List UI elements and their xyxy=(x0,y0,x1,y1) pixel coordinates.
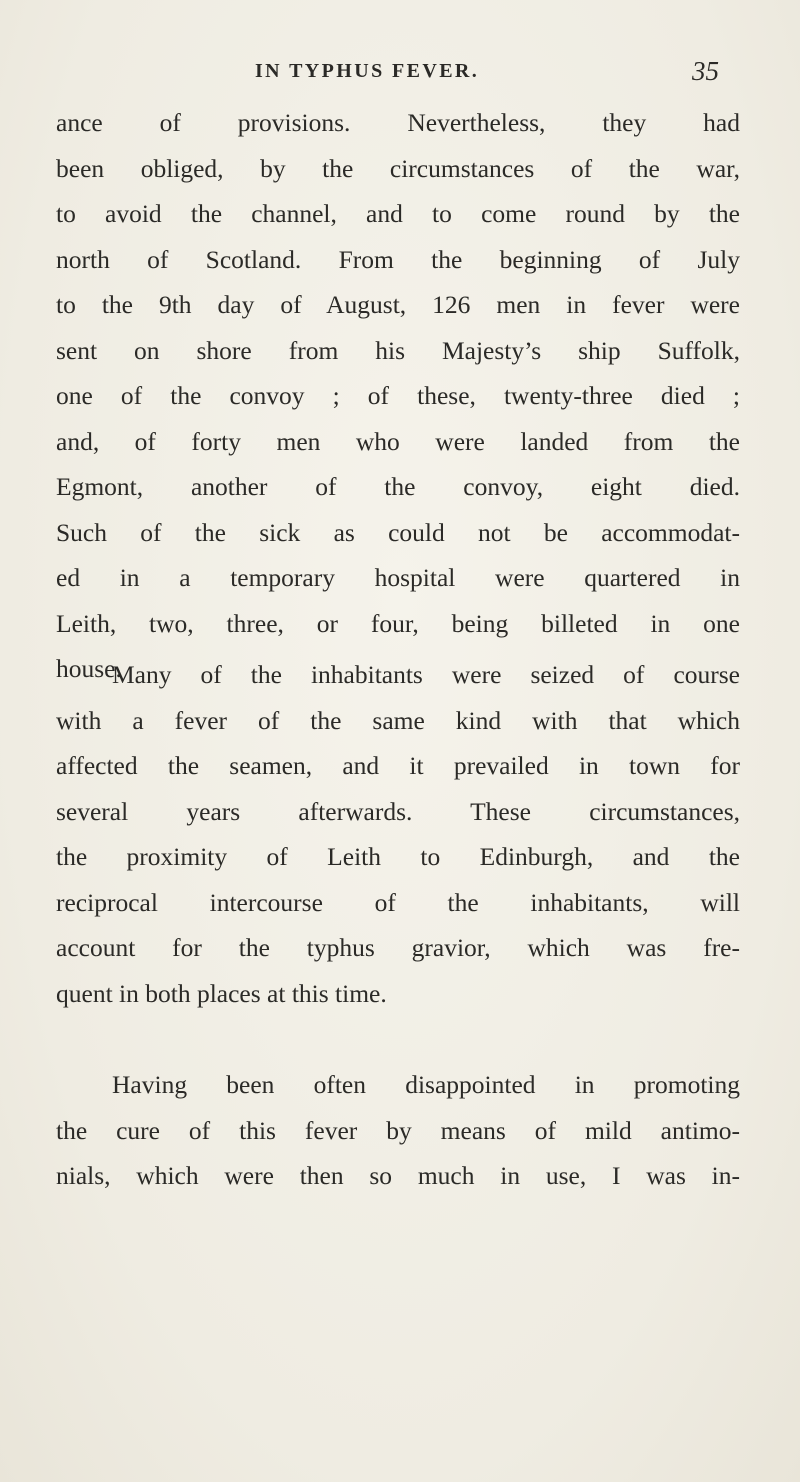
text-line: Such of the sick as could not be accommodat- xyxy=(56,517,740,547)
paragraph-2 xyxy=(56,652,740,1016)
text-line: account for the typhus gravior, which was fre- xyxy=(56,933,740,962)
text-line: and, of forty men who were landed from the xyxy=(56,426,740,456)
text-line: sent on shore from his Majesty’s ship Suffolk, xyxy=(56,335,740,365)
text-line: house. xyxy=(56,654,122,683)
text-line: several years afterwards. These circumstances, xyxy=(56,796,740,826)
text-line: to the 9th day of August, 126 men in fever were xyxy=(56,290,740,319)
text-line: quent in both places at this time. xyxy=(56,978,387,1008)
text-line: Egmont, another of the convoy, eight died. xyxy=(56,472,740,501)
paragraph-3 xyxy=(56,1062,740,1199)
text-line: reciprocal intercourse of the inhabitants, will xyxy=(56,887,740,917)
paragraph-1 xyxy=(56,100,740,692)
text-line: one of the convoy ; of these, twenty-three died ; xyxy=(56,381,740,410)
running-title: IN TYPHUS FEVER. xyxy=(255,60,480,82)
page-number: 35 xyxy=(692,56,719,86)
text-line: ance of provisions. Nevertheless, they had xyxy=(56,108,740,137)
text-line: north of Scotland. From the beginning of July xyxy=(56,244,740,274)
text-line: with a fever of the same kind with that which xyxy=(56,705,740,735)
text-line: Many of the inhabitants were seized of course xyxy=(112,660,740,689)
text-line: Having been often disappointed in promoting xyxy=(112,1070,740,1099)
text-line: affected the seamen, and it prevailed in town for xyxy=(56,751,740,780)
text-line: nials, which were then so much in use, I was in- xyxy=(56,1161,740,1190)
text-line: to avoid the channel, and to come round by the xyxy=(56,199,740,228)
text-line: ed in a temporary hospital were quartered in xyxy=(56,563,740,592)
text-line: the proximity of Leith to Edinburgh, and the xyxy=(56,842,740,871)
text-line: the cure of this fever by means of mild antimo- xyxy=(56,1115,740,1145)
text-line: Leith, two, three, or four, being billeted in one xyxy=(56,608,740,638)
text-line: been obliged, by the circumstances of the war, xyxy=(56,153,740,183)
